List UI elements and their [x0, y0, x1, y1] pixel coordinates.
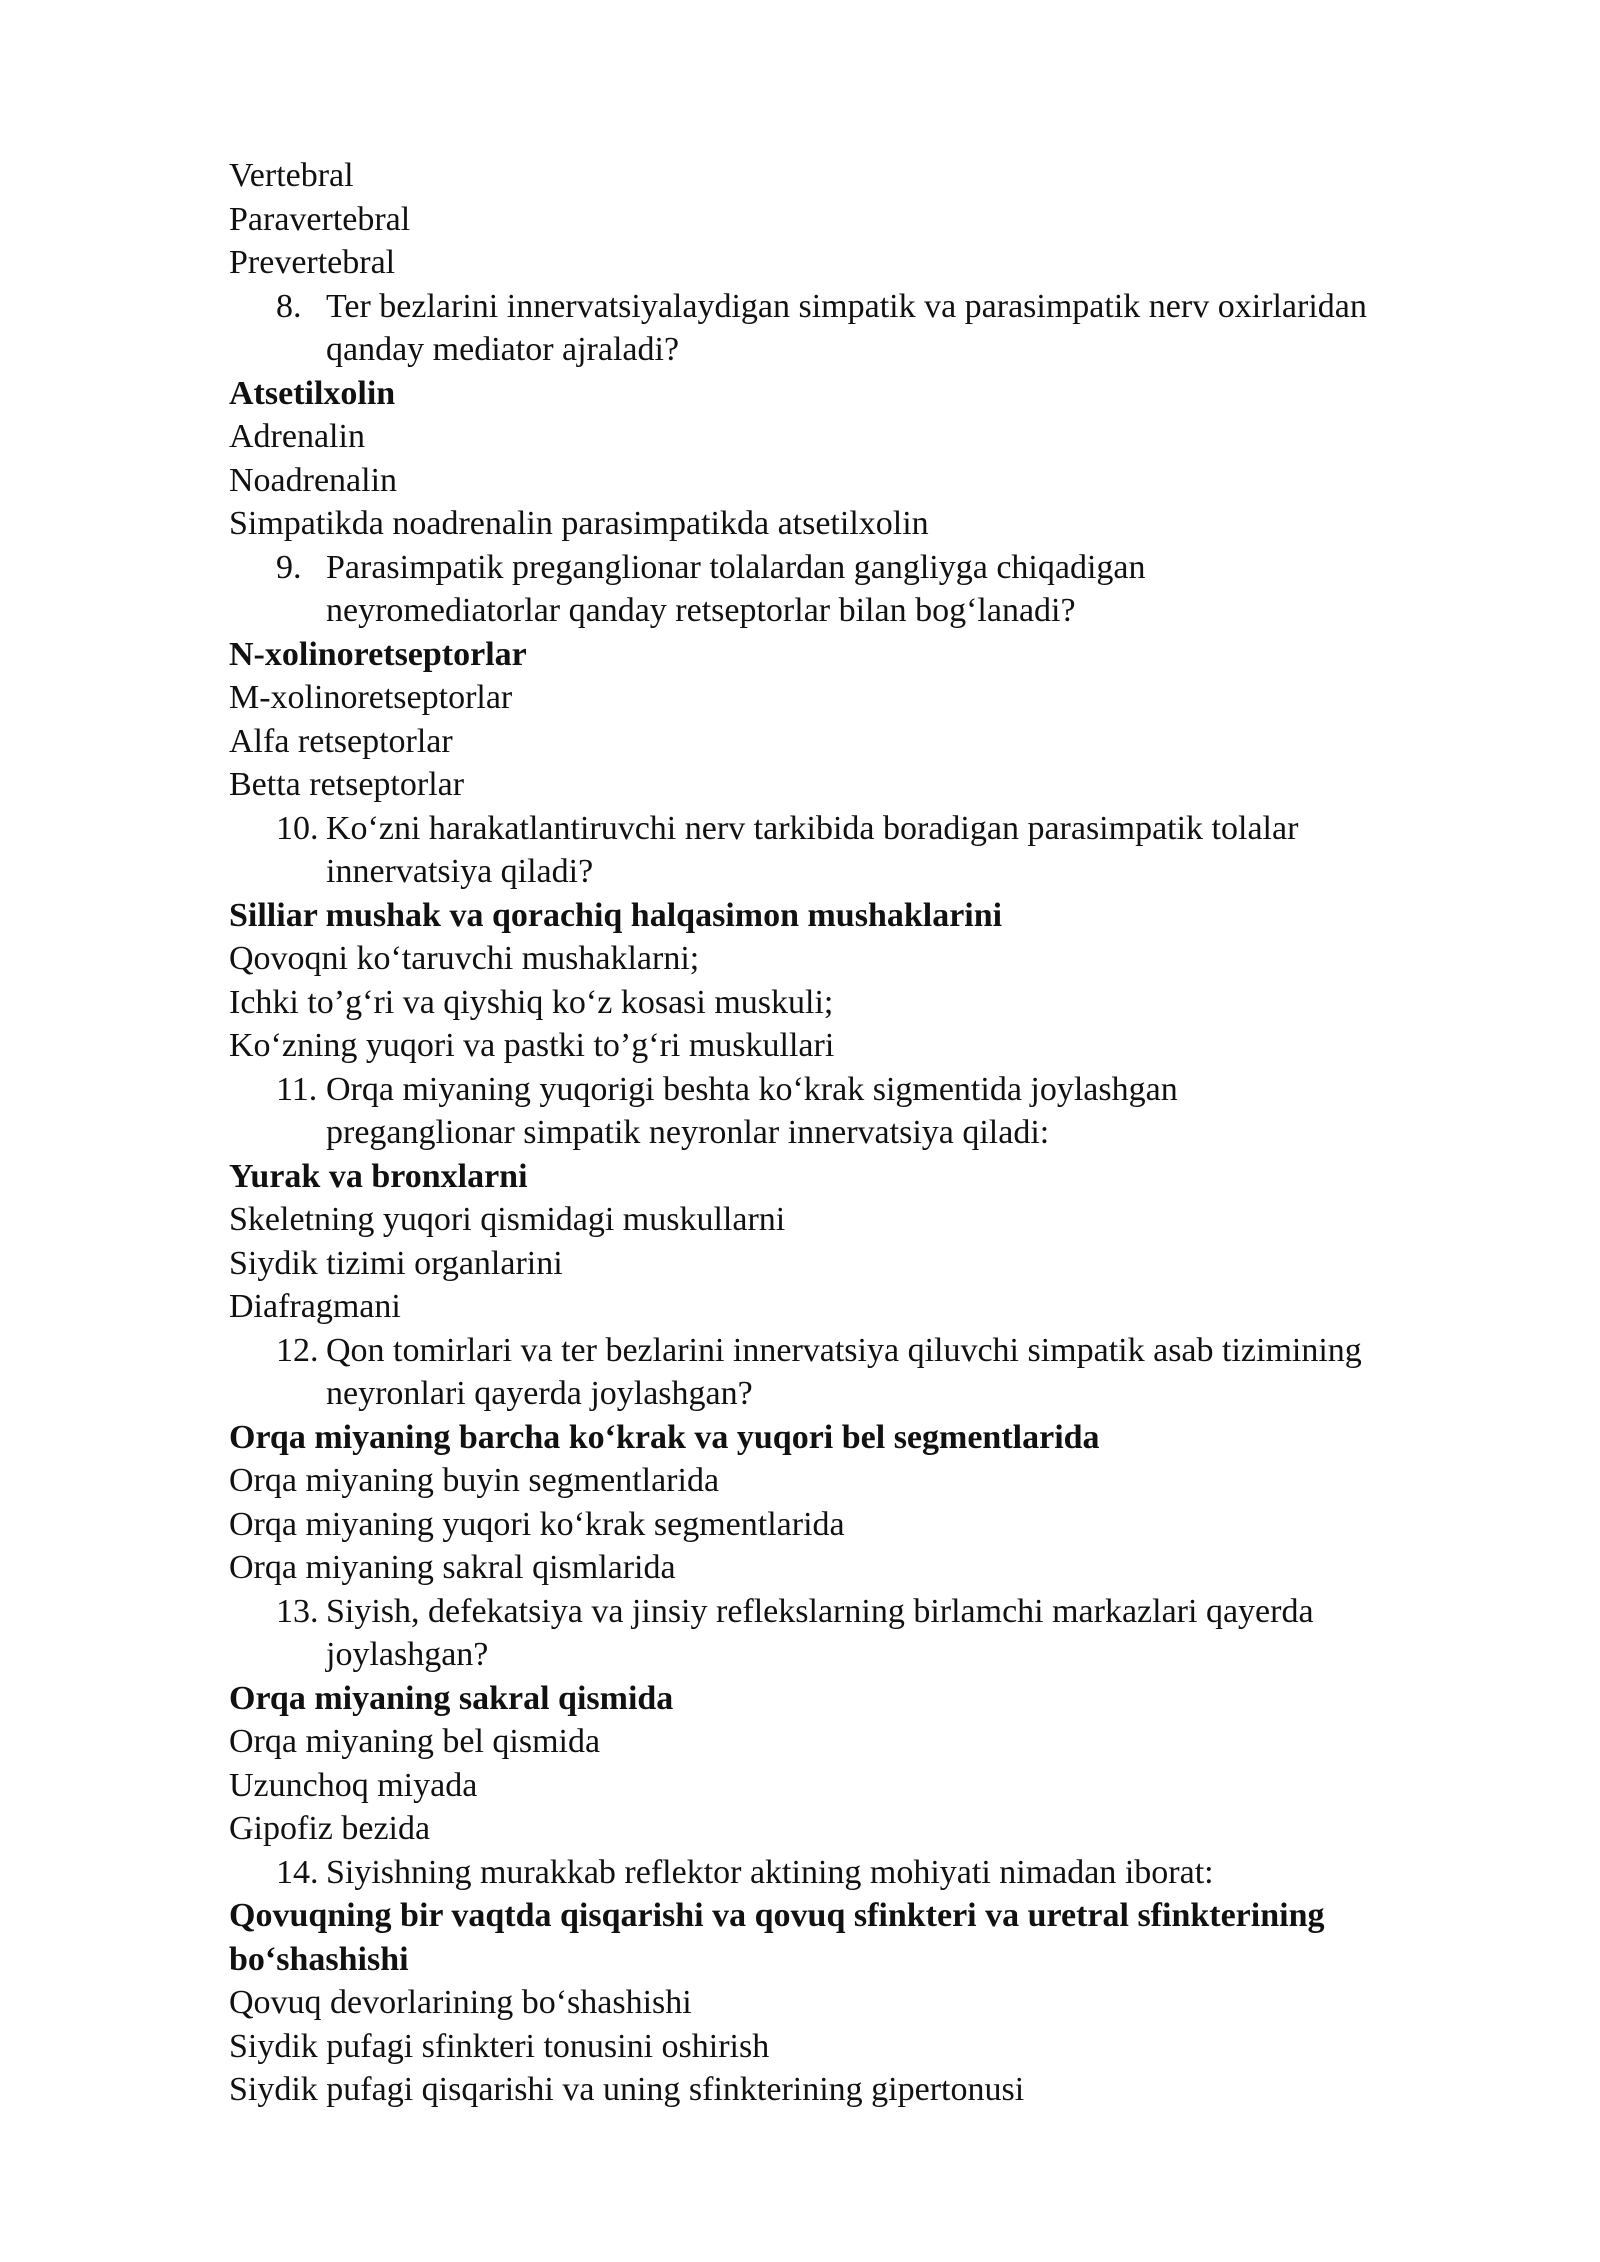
question-number: 14. [276, 1853, 319, 1891]
answer-option: Qovuq devorlarining bo‘shashishi [229, 1984, 692, 2021]
question-text-line: neyronlari qayerda joylashgan? [326, 1375, 753, 1412]
answer-option: Noadrenalin [229, 461, 398, 499]
question-13 [229, 1590, 1529, 1677]
question-text [326, 1068, 1529, 1155]
answer-option: Adrenalin [229, 418, 365, 455]
correct-answer: N-xolinoretseptorlar [229, 635, 527, 673]
question-text-line: Siyish, defekatsiya va jinsiy reflekslarning birlamchi markazlari qayerda [326, 1592, 1314, 1630]
question-text-line: qanday mediator ajraladi? [326, 331, 680, 368]
question-text-line: innervatsiya qiladi? [326, 853, 594, 890]
answer-option: Diafragmani [229, 1288, 401, 1325]
correct-answer: Orqa miyaning sakral qismida [229, 1679, 674, 1717]
question-number: 9. [276, 548, 302, 586]
correct-answer-continued: bo‘shashishi [229, 1940, 409, 1978]
answer-option: Orqa miyaning bel qismida [229, 1723, 601, 1760]
question-8 [229, 285, 1529, 372]
answer-option: Orqa miyaning buyin segmentlarida [229, 1462, 720, 1499]
question-14 [229, 1851, 1529, 1895]
correct-answer: Atsetilxolin [229, 374, 396, 412]
question-12 [229, 1329, 1529, 1416]
document-content [229, 154, 1529, 2112]
correct-answer: Silliar mushak va qorachiq halqasimon mushaklarini [229, 896, 1003, 934]
answer-option: Qovoqni ko‘taruvchi mushaklarni; [229, 940, 700, 977]
answer-option: Gipofiz bezida [229, 1810, 431, 1847]
question-number: 13. [276, 1592, 319, 1630]
lead-option: Prevertebral [229, 244, 396, 281]
answer-option: Ko‘zning yuqori va pastki to’g‘ri muskullari [229, 1027, 835, 1064]
question-number: 8. [276, 287, 302, 325]
question-text [326, 546, 1529, 633]
correct-answer: Yurak va bronxlarni [229, 1157, 528, 1195]
question-text-line: joylashgan? [326, 1636, 489, 1673]
question-text-line: Parasimpatik preganglionar tolalardan gangliyga chiqadigan [326, 548, 1146, 586]
question-text-line: Ko‘zni harakatlantiruvchi nerv tarkibida boradigan parasimpatik tolalar [326, 809, 1299, 847]
answer-option: Betta retseptorlar [229, 766, 465, 803]
question-number: 10. [276, 809, 319, 847]
question-number: 11. [276, 1070, 318, 1108]
answer-option: Alfa retseptorlar [229, 722, 453, 760]
answer-option: Skeletning yuqori qismidagi muskullarni [229, 1201, 786, 1238]
question-text [326, 807, 1529, 894]
question-text [326, 1329, 1529, 1416]
answer-option: Simpatikda noadrenalin parasimpatikda atsetilxolin [229, 505, 929, 542]
answer-option: M-xolinoretseptorlar [229, 679, 513, 716]
question-text-line: Orqa miyaning yuqorigi beshta ko‘krak sigmentida joylashgan [326, 1070, 1178, 1108]
question-text-line: neyromediatorlar qanday retseptorlar bilan bog‘lanadi? [326, 592, 1076, 629]
correct-answer: Orqa miyaning barcha ko‘krak va yuqori bel segmentlarida [229, 1418, 1100, 1456]
question-text [326, 1851, 1529, 1895]
question-11 [229, 1068, 1529, 1155]
answer-option: Uzunchoq miyada [229, 1766, 478, 1804]
question-9 [229, 546, 1529, 633]
answer-option: Orqa miyaning sakral qismlarida [229, 1549, 676, 1586]
answer-option: Ichki to’g‘ri va qiyshiq ko‘z kosasi muskuli; [229, 983, 834, 1021]
correct-answer: Qovuqning bir vaqtda qisqarishi va qovuq sfinkteri va uretral sfinkterining [229, 1897, 1325, 1934]
question-text-line: preganglionar simpatik neyronlar innervatsiya qiladi: [326, 1114, 1050, 1151]
lead-option: Paravertebral [229, 200, 411, 238]
question-text [326, 1590, 1529, 1677]
question-text-line: Siyishning murakkab reflektor aktining mohiyati nimadan iborat: [326, 1853, 1214, 1891]
question-number: 12. [276, 1331, 319, 1369]
lead-option: Vertebral [229, 157, 354, 194]
question-text [326, 285, 1529, 372]
answer-option: Siydik pufagi sfinkteri tonusini oshirish [229, 2027, 770, 2065]
answer-option: Siydik tizimi organlarini [229, 1244, 563, 1282]
question-text-line: Ter bezlarini innervatsiyalaydigan simpatik va parasimpatik nerv oxirlaridan [326, 287, 1367, 325]
question-text-line: Qon tomirlari va ter bezlarini innervatsiya qiluvchi simpatik asab tizimining [326, 1331, 1362, 1369]
answer-option: Orqa miyaning yuqori ko‘krak segmentlarida [229, 1505, 845, 1543]
answer-option: Siydik pufagi qisqarishi va uning sfinkterining gipertonusi [229, 2071, 1025, 2108]
question-10 [229, 807, 1529, 894]
